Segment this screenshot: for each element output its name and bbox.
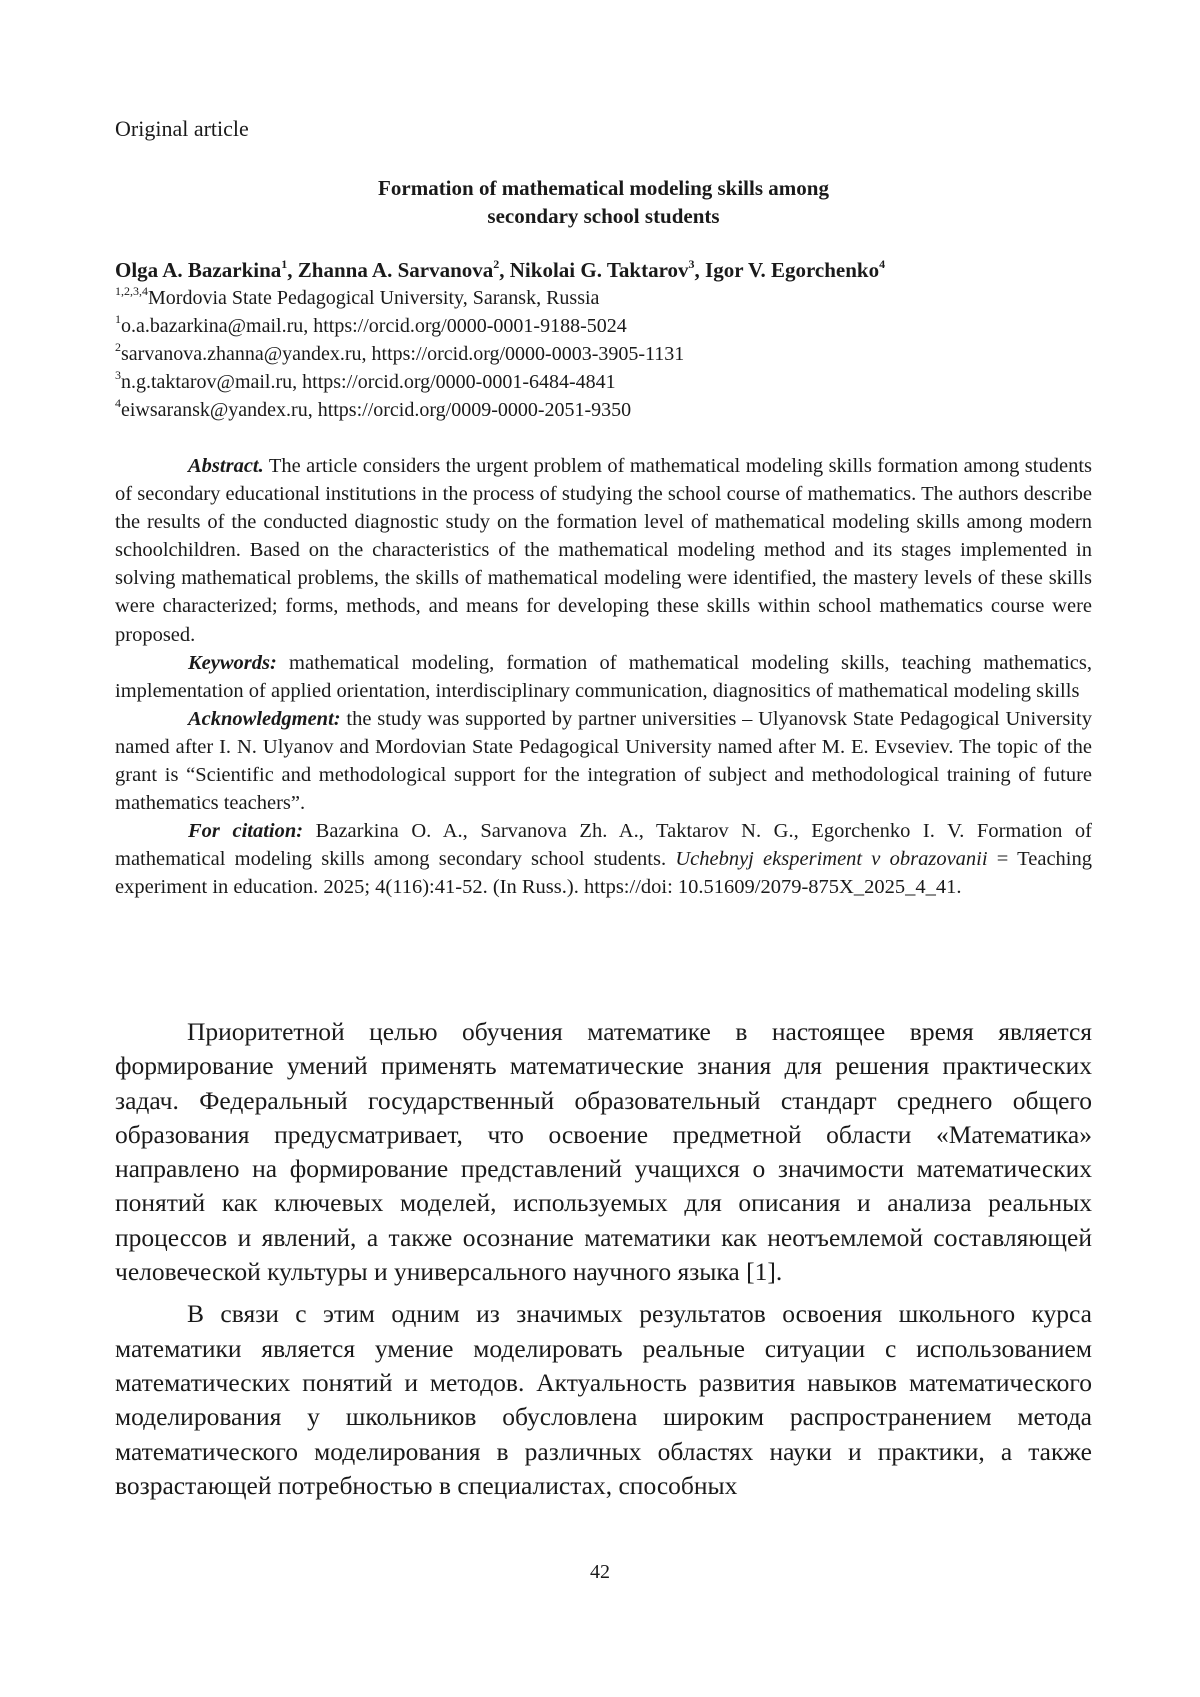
citation-text-after: = Teaching experiment in education. 2025; 4(116):41-52. (In Russ.). https://doi: 10.51609/2079-875X_2025_4_41. xyxy=(115,848,1092,899)
author-list: Olga A. Bazarkina$^1$, Zhanna A. Sarvanova$^2$, Nikolai G. Taktarov$^3$, Igor V. Egorchenko$^4$ xyxy=(115,257,886,282)
author-sup: 2 xyxy=(493,257,500,271)
author-name: Olga A. Bazarkina xyxy=(115,258,282,282)
author-name: Igor V. Egorchenko xyxy=(705,258,880,282)
citation-paragraph xyxy=(115,817,1092,901)
affiliation: $^{1,2,3,4}$Mordovia State Pedagogical University, Saransk, Russia xyxy=(115,284,600,309)
affiliation-block xyxy=(115,284,1115,424)
author-sup: 4 xyxy=(879,257,886,271)
author-name: Zhanna A. Sarvanova xyxy=(297,258,494,282)
author-sup: 3 xyxy=(688,257,695,271)
body-paragraph: Приоритетной целью обучения математике в настоящее время является формирование умений применять математические знания для решения практических задач. Федеральный государственный образовательный стандарт среднего общего образования предусматривает, что освоение предметной области «Математика» направлено на формирование представлений учащихся о значимости математических понятий как ключевых моделей, используемых для описания и анализа реальных процессов и явлений, а также осознание математики как неотъемлемой составляющей человеческой культуры и универсального научного языка [1]. xyxy=(115,1017,1092,1287)
keywords-paragraph xyxy=(115,649,1092,705)
acknowledgment-text: the study was supported by partner universities – Ulyanovsk State Pedagogical University named after I. N. Ulyanov and Mordovian State Pedagogical University named after M. E. Evseviev. The topic of the grant is “Scientific and methodological support for the integration of subject and methodological training of future mathematics teachers”. xyxy=(115,707,1092,815)
contact-line: $^1$o.a.bazarkina@mail.ru, https://orcid.org/0000-0001-9188-5024 xyxy=(115,312,627,337)
title-line-1: Formation of mathematical modeling skills among xyxy=(378,176,829,200)
acknowledgment-label: Acknowledgment: xyxy=(188,707,341,730)
citation-text: Bazarkina O. A., Sarvanova Zh. A., Taktarov N. G., Egorchenko I. V. Formation of mathematical modeling skills among secondary school students. xyxy=(115,820,1093,871)
keywords-text: mathematical modeling, formation of mathematical modeling skills, teaching mathematics, implementation of applied orientation, interdisciplinary communication, diagnositics of mathematical modeling skills xyxy=(115,651,1093,702)
body-text xyxy=(115,1015,1092,1511)
keywords-label: Keywords: xyxy=(188,651,277,674)
abstract-paragraph xyxy=(115,452,1092,649)
citation-label: For citation: xyxy=(188,820,304,843)
article-type-label: Original article xyxy=(115,116,249,141)
contact-line: $^4$eiwsaransk@yandex.ru, https://orcid.org/0009-0000-2051-9350 xyxy=(115,396,632,421)
page-number: 42 xyxy=(590,1561,610,1583)
title-line-2: secondary school students xyxy=(487,204,720,228)
contact-line: $^3$n.g.taktarov@mail.ru, https://orcid.org/0000-0001-6484-4841 xyxy=(115,368,616,393)
author-name: Nikolai G. Taktarov xyxy=(509,258,689,282)
contact-line: $^2$sarvanova.zhanna@yandex.ru, https://orcid.org/0000-0003-3905-1131 xyxy=(115,340,685,365)
citation-journal: Uchebnyj eksperiment v obrazovanii xyxy=(675,848,988,871)
abstract-label: Abstract. xyxy=(188,455,264,477)
body-paragraph: В связи с этим одним из значимых результатов освоения школьного курса математики является умение моделировать реальные ситуации с использованием математических понятий и методов. Актуальность развития навыков математического моделирования у школьников обусловлена широким распространением метода математического моделирования в различных областях науки и практики, а также возрастающей потребностью в специалистах, способных xyxy=(115,1299,1092,1500)
article-title xyxy=(115,174,1092,230)
author-sup: 1 xyxy=(281,257,288,271)
abstract-section xyxy=(115,452,1092,902)
acknowledgment-paragraph xyxy=(115,705,1092,817)
abstract-text: The article considers the urgent problem of mathematical modeling skills formation among students of secondary educational institutions in the process of studying the school course of mathematics. The authors describe the results of the conducted diagnostic study on the formation level of mathematical modeling skills among modern schoolchildren. Based on the characteristics of the mathematical modeling method and its stages implemented in solving mathematical problems, the skills of mathematical modeling were identified, the mastery levels of these skills were characterized; forms, methods, and means for developing these skills within school mathematics course were proposed. xyxy=(115,455,1092,646)
